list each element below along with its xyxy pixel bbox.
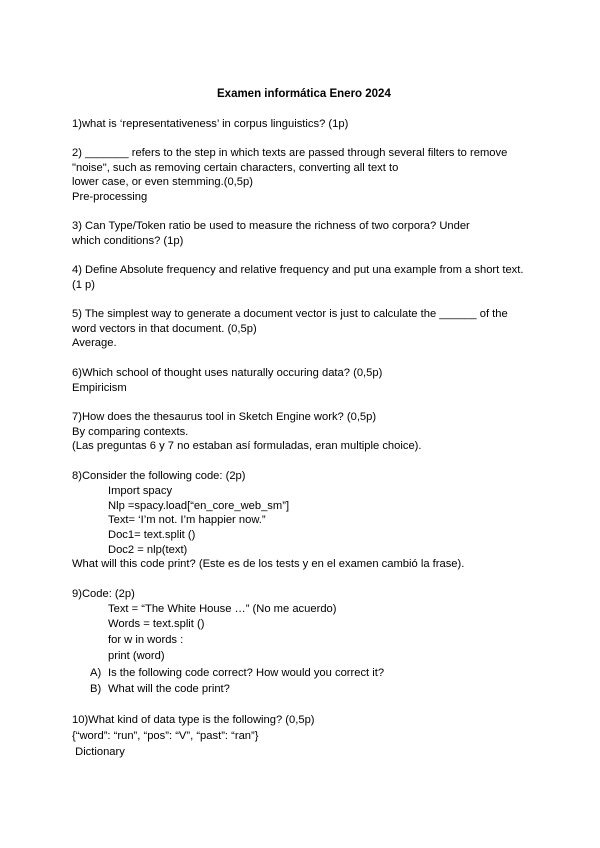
question-2-line-2: "noise", such as removing certain characters, converting all text to <box>72 162 399 174</box>
code-line: Text = “The White House …” (No me acuerdo) <box>108 603 337 615</box>
code-line: print (word) <box>108 650 165 662</box>
question-1: 1)what is ‘representativeness’ in corpus linguistics? (1p) <box>72 118 349 130</box>
question-10-line-1: 10)What kind of data type is the following? (0,5p) <box>72 714 315 726</box>
question-3-line-1: 3) Can Type/Token ratio be used to measure the richness of two corpora? Under <box>72 220 470 232</box>
option-b <box>90 682 230 696</box>
question-8-line-1: 8)Consider the following code: (2p) <box>72 470 246 482</box>
question-2-line-3: lower case, or even stemming.(0,5p) <box>72 176 253 188</box>
code-line: Words = text.split () <box>108 618 205 630</box>
document-title: Examen informática Enero 2024 <box>217 88 391 100</box>
code-line: Text= ‘I’m not. I’m happier now.” <box>108 514 266 526</box>
question-8-after: What will this code print? (Este es de los tests y en el examen cambió la frase). <box>72 558 465 570</box>
code-line: Doc1= text.split () <box>108 529 196 541</box>
option-letter: A) <box>90 667 102 679</box>
code-line: Import spacy <box>108 485 173 497</box>
option-text: What will the code print? <box>108 683 230 695</box>
code-line: for w in words : <box>108 634 184 646</box>
question-6-answer: Empiricism <box>72 382 127 394</box>
question-5-line-2: word vectors in that document. (0,5p) <box>72 323 257 335</box>
option-a <box>90 666 384 680</box>
question-6-line-1: 6)Which school of thought uses naturally occuring data? (0,5p) <box>72 367 383 379</box>
code-line: Nlp =spacy.load[“en_core_web_sm”] <box>108 500 290 512</box>
option-letter: B) <box>90 683 102 695</box>
question-4-line-1: 4) Define Absolute frequency and relative frequency and put una example from a short text. <box>72 264 524 276</box>
question-10-answer: Dictionary <box>72 746 125 758</box>
question-7-answer: By comparing contexts. <box>72 426 189 438</box>
option-text: Is the following code correct? How would you correct it? <box>108 667 385 679</box>
question-2-line-1: 2) _______ refers to the step in which texts are passed through several filters to remove <box>72 147 508 159</box>
question-3-line-2: which conditions? (1p) <box>72 235 184 247</box>
question-2-answer: Pre-processing <box>72 191 148 203</box>
question-10-line-2: {“word”: “run”, “pos”: “V”, “past”: “ran”} <box>72 730 259 742</box>
question-9-line-1: 9)Code: (2p) <box>72 588 135 600</box>
code-line: Doc2 = nlp(text) <box>108 544 188 556</box>
question-7-note: (Las preguntas 6 y 7 no estaban así formuladas, eran multiple choice). <box>72 440 422 452</box>
question-4-line-2: (1 p) <box>72 279 96 291</box>
question-5-line-1: 5) The simplest way to generate a document vector is just to calculate the ______ of the <box>72 308 508 320</box>
question-5-answer: Average. <box>72 337 117 349</box>
question-7-line-1: 7)How does the thesaurus tool in Sketch Engine work? (0,5p) <box>72 411 377 423</box>
